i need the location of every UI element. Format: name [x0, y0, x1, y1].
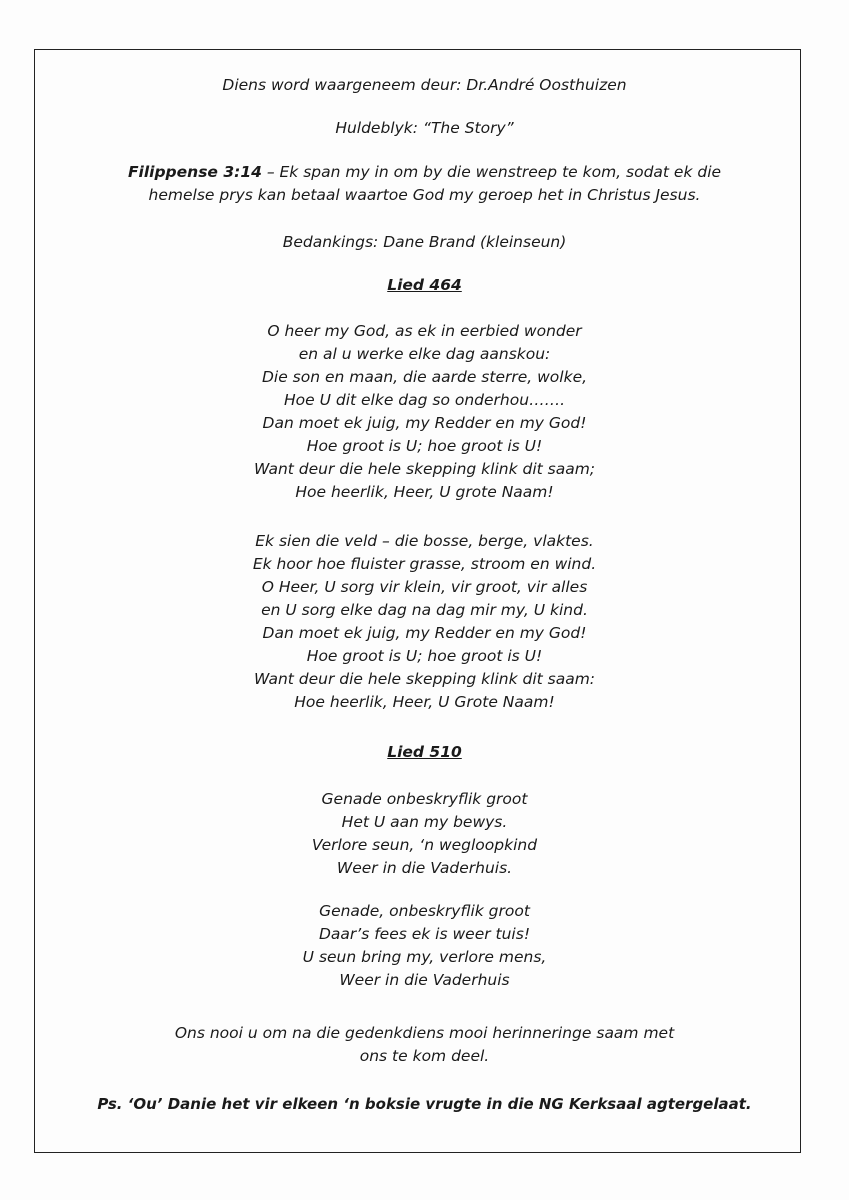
thanks-line: Bedankings: Dane Brand (kleinseun)	[282, 233, 567, 251]
hymn-464-title: Lied 464	[387, 276, 462, 294]
hymn-510-verse-1	[0, 788, 849, 880]
verse-line: Ek sien die veld – die bosse, berge, vlaktes.	[255, 532, 594, 550]
verse-line: Verlore seun, ‘n wegloopkind	[311, 836, 538, 854]
verse-line: Want deur die hele skepping klink dit saam;	[253, 460, 596, 478]
verse-line: Ek hoor hoe fluister grasse, stroom en wind.	[252, 555, 597, 573]
verse-line: Hoe groot is U; hoe groot is U!	[306, 437, 543, 455]
invitation-text: Ons nooi u om na die gedenkdiens mooi herinneringe saam met ons te kom deel.	[174, 1024, 675, 1065]
hymn-464-verse-1	[0, 320, 849, 504]
verse-line: Dan moet ek juig, my Redder en my God!	[262, 624, 587, 642]
verse-line: Weer in die Vaderhuis	[339, 971, 510, 989]
postscript: Ps. ‘Ou’ Danie het vir elkeen ‘n boksie vrugte in die NG Kerksaal agtergelaat.	[97, 1095, 752, 1113]
scripture-text-1: – Ek span my in om by die wenstreep te kom, sodat ek die	[261, 163, 722, 181]
verse-line: Genade, onbeskryflik groot	[319, 902, 530, 920]
verse-line: Genade onbeskryflik groot	[321, 790, 528, 808]
verse-line: en U sorg elke dag na dag mir my, U kind.	[261, 601, 588, 619]
scripture-reference: Filippense 3:14	[127, 163, 262, 181]
hymn-510-title: Lied 510	[387, 743, 462, 761]
verse-line: Het U aan my bewys.	[341, 813, 508, 831]
verse-line: Daar’s fees ek is weer tuis!	[318, 925, 531, 943]
scripture-block	[0, 161, 849, 207]
verse-line: O Heer, U sorg vir klein, vir groot, vir alles	[261, 578, 588, 596]
verse-line: Hoe U dit elke dag so onderhou…….	[283, 391, 565, 409]
hymn-464-verse-2	[0, 530, 849, 714]
verse-line: Hoe heerlik, Heer, U Grote Naam!	[294, 693, 555, 711]
verse-line: O heer my God, as ek in eerbied wonder	[267, 322, 582, 340]
verse-line: U seun bring my, verlore mens,	[302, 948, 547, 966]
verse-line: Want deur die hele skepping klink dit saam:	[253, 670, 596, 688]
verse-line: Weer in die Vaderhuis.	[336, 859, 513, 877]
verse-line: en al u werke elke dag aanskou:	[298, 345, 551, 363]
verse-line: Hoe groot is U; hoe groot is U!	[306, 647, 543, 665]
verse-line: Hoe heerlik, Heer, U grote Naam!	[295, 483, 554, 501]
tribute-line: Huldeblyk: “The Story”	[335, 119, 514, 137]
officiant-line: Diens word waargeneem deur: Dr.André Oosthuizen	[222, 76, 627, 94]
verse-line: Dan moet ek juig, my Redder en my God!	[262, 414, 587, 432]
scripture-text-2: hemelse prys kan betaal waartoe God my geroep het in Christus Jesus.	[148, 186, 701, 204]
verse-line: Die son en maan, die aarde sterre, wolke,	[261, 368, 588, 386]
hymn-510-verse-2	[0, 900, 849, 992]
